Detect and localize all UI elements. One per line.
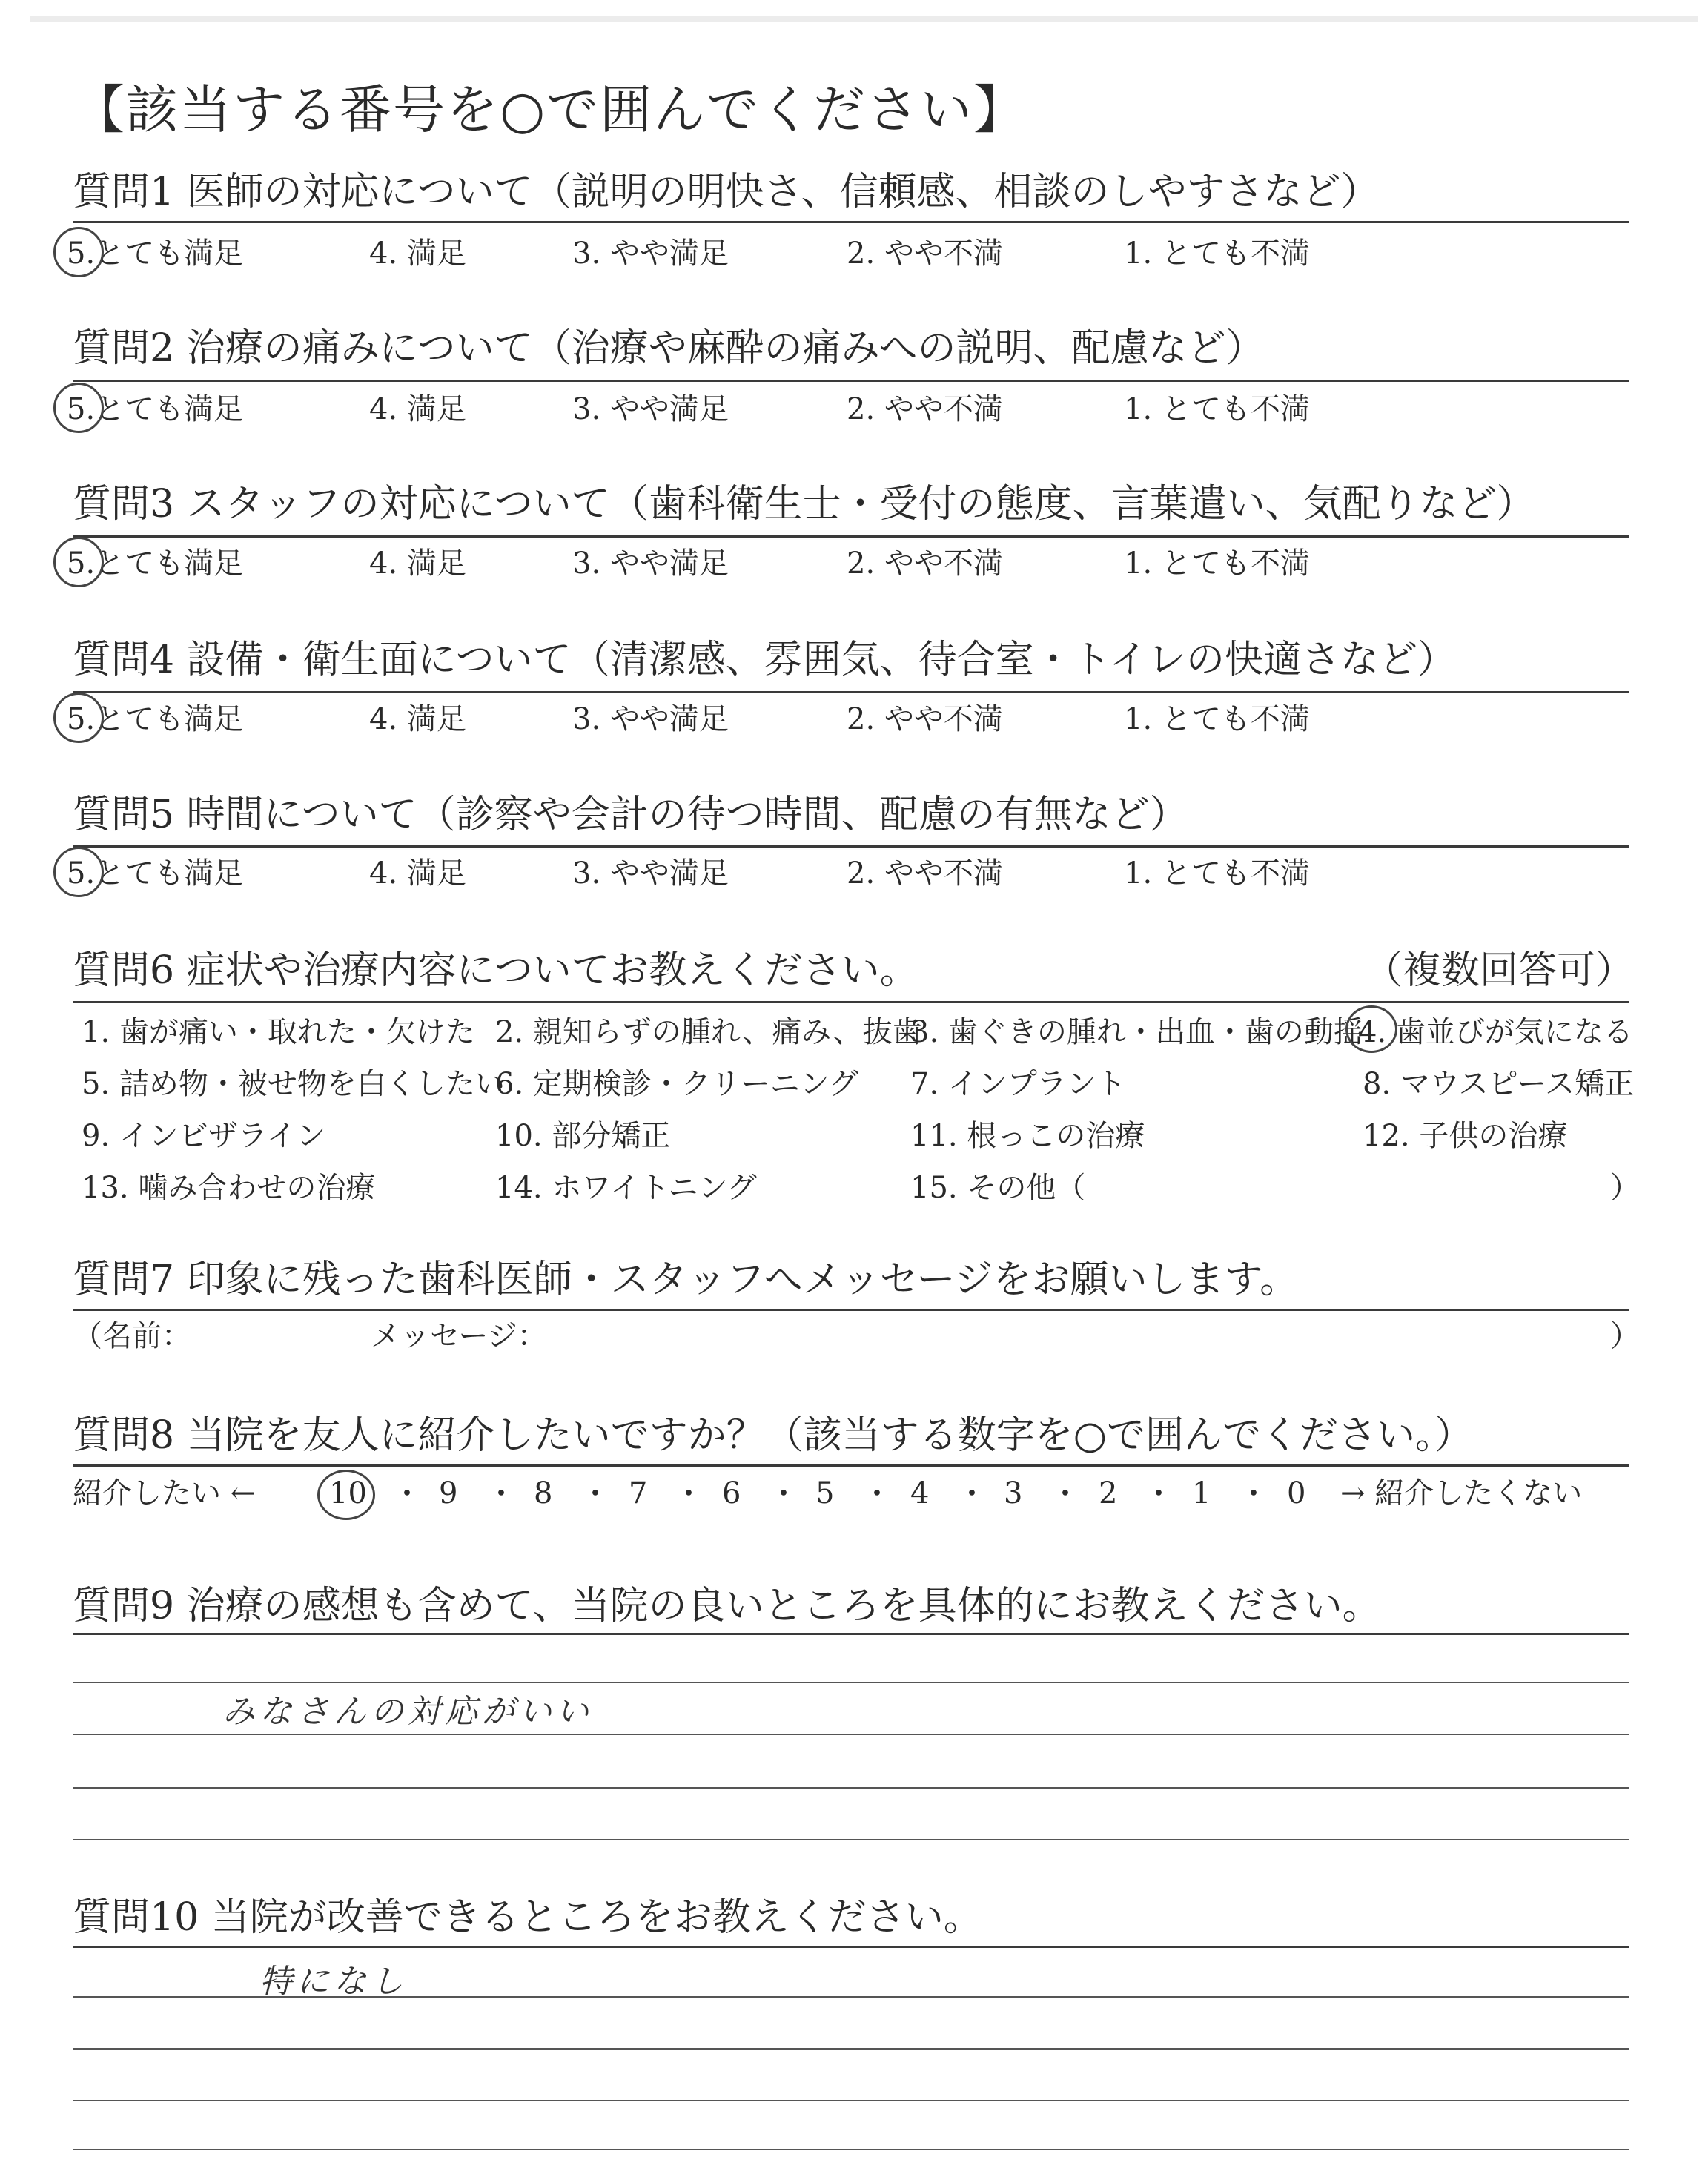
q3-answer-circle: [53, 537, 104, 587]
q8-number-3[interactable]: 3: [1004, 1476, 1023, 1510]
q8-number-10[interactable]: 10: [329, 1476, 367, 1510]
q8-right-label: → 紹介したくない: [1340, 1476, 1583, 1510]
question-1-title: 質問1 医師の対応について（説明の明快さ、信頼感、相談のしやすさなど）: [73, 170, 1380, 214]
q7-close: ）: [1610, 1319, 1640, 1353]
q1-option-3[interactable]: 3. やや満足: [572, 237, 729, 271]
q3-option-5[interactable]: 5.とても満足: [67, 546, 244, 581]
q6-option-15[interactable]: 15. その他（: [910, 1171, 1086, 1205]
q8-number-5[interactable]: 5: [815, 1476, 835, 1510]
q10-writing-line: [73, 2100, 1629, 2101]
question-4-title: 質問4 設備・衛生面について（清潔感、雰囲気、待合室・トイレの快適さなど）: [73, 638, 1456, 682]
q8-separator: ・: [391, 1476, 423, 1512]
q6-option-9[interactable]: 9. インビザライン: [82, 1119, 326, 1153]
q5-option-4[interactable]: 4. 満足: [369, 856, 466, 891]
q1-option-5[interactable]: 5.とても満足: [67, 237, 244, 271]
scan-edge: [30, 16, 1698, 22]
q6-option-7[interactable]: 7. インプラント: [910, 1067, 1126, 1101]
q10-writing-line: [73, 2048, 1629, 2050]
q3-option-3[interactable]: 3. やや満足: [572, 546, 729, 581]
question-7-rule: [73, 1309, 1629, 1311]
question-6-note: （複数回答可）: [1364, 948, 1635, 993]
q6-option-8[interactable]: 8. マウスピース矯正: [1363, 1067, 1635, 1101]
q5-option-5[interactable]: 5.とても満足: [67, 856, 244, 891]
q6-option-3[interactable]: 3. 歯ぐきの腫れ・出血・歯の動揺: [910, 1015, 1363, 1049]
q8-number-2[interactable]: 2: [1099, 1476, 1118, 1510]
q4-answer-circle: [53, 693, 104, 743]
q5-option-2[interactable]: 2. やや不満: [847, 856, 1003, 891]
q10-handwritten-answer[interactable]: 特になし: [259, 1963, 408, 2001]
q4-option-5[interactable]: 5.とても満足: [67, 702, 244, 736]
q8-separator: ・: [1050, 1476, 1082, 1512]
q8-left-label: 紹介したい ←: [73, 1476, 256, 1510]
q6-option-13[interactable]: 13. 噛み合わせの治療: [82, 1171, 376, 1205]
q5-option-3[interactable]: 3. やや満足: [572, 856, 729, 891]
q6-other-close: ）: [1610, 1171, 1640, 1205]
q4-option-2[interactable]: 2. やや不満: [847, 702, 1003, 736]
question-8-title: 質問8 当院を友人に紹介したいですか？（該当する数字を○で囲んでください。）: [73, 1413, 1473, 1458]
question-7-title: 質問7 印象に残った歯科医師・スタッフへメッセージをお願いします。: [73, 1258, 1299, 1302]
question-2-title: 質問2 治療の痛みについて（治療や麻酔の痛みへの説明、配慮など）: [73, 326, 1265, 371]
q8-number-6[interactable]: 6: [722, 1476, 741, 1510]
q8-separator: ・: [486, 1476, 517, 1512]
q1-option-2[interactable]: 2. やや不満: [847, 237, 1003, 271]
q3-option-1[interactable]: 1. とても不満: [1124, 546, 1310, 581]
q2-option-4[interactable]: 4. 満足: [369, 392, 466, 426]
q6-option-11[interactable]: 11. 根っこの治療: [910, 1119, 1145, 1153]
q2-option-3[interactable]: 3. やや満足: [572, 392, 729, 426]
q8-number-4[interactable]: 4: [910, 1476, 930, 1510]
q3-option-2[interactable]: 2. やや不満: [847, 546, 1003, 581]
q6-answer-circle: [1345, 1005, 1397, 1053]
q10-writing-line: [73, 2149, 1629, 2150]
question-5-title: 質問5 時間について（診察や会計の待つ時間、配慮の有無など）: [73, 793, 1188, 837]
question-10-title: 質問10 当院が改善できるところをお教えください。: [73, 1895, 982, 1940]
q1-answer-circle: [53, 227, 104, 277]
q6-option-4[interactable]: 4. 歯並びが気になる: [1358, 1015, 1633, 1049]
q8-separator: ・: [580, 1476, 612, 1512]
question-6-title: 質問6 症状や治療内容についてお教えください。: [73, 948, 918, 993]
q8-answer-circle: [317, 1470, 375, 1520]
q6-option-2[interactable]: 2. 親知らずの腫れ、痛み、抜歯: [495, 1015, 922, 1049]
q9-handwritten-answer[interactable]: みなさんの対応がいい: [222, 1693, 593, 1731]
q8-separator: ・: [1238, 1476, 1270, 1512]
q6-option-5[interactable]: 5. 詰め物・被せ物を白くしたい: [82, 1067, 505, 1101]
q7-name-label: （名前：: [73, 1319, 191, 1353]
q6-option-14[interactable]: 14. ホワイトニング: [495, 1171, 757, 1205]
question-8-rule: [73, 1464, 1629, 1467]
q1-option-4[interactable]: 4. 満足: [369, 237, 466, 271]
q8-separator: ・: [861, 1476, 893, 1512]
question-3-title: 質問3 スタッフの対応について（歯科衛生士・受付の態度、言葉遣い、気配りなど）: [73, 482, 1535, 526]
q7-message-label: メッセージ：: [371, 1319, 547, 1353]
question-1-rule: [73, 221, 1629, 223]
question-10-rule: [73, 1946, 1629, 1948]
q5-answer-circle: [53, 847, 104, 897]
q2-option-2[interactable]: 2. やや不満: [847, 392, 1003, 426]
q9-writing-line: [73, 1787, 1629, 1789]
q8-separator: ・: [768, 1476, 800, 1512]
q8-number-9[interactable]: 9: [439, 1476, 458, 1510]
q6-option-12[interactable]: 12. 子供の治療: [1363, 1119, 1568, 1153]
question-4-rule: [73, 691, 1629, 693]
q6-option-1[interactable]: 1. 歯が痛い・取れた・欠けた: [82, 1015, 475, 1049]
q9-writing-line: [73, 1682, 1629, 1683]
q8-number-7[interactable]: 7: [629, 1476, 648, 1510]
q3-option-4[interactable]: 4. 満足: [369, 546, 466, 581]
q8-separator: ・: [673, 1476, 705, 1512]
q4-option-4[interactable]: 4. 満足: [369, 702, 466, 736]
q1-option-1[interactable]: 1. とても不満: [1124, 237, 1310, 271]
q6-option-10[interactable]: 10. 部分矯正: [495, 1119, 671, 1153]
q2-option-1[interactable]: 1. とても不満: [1124, 392, 1310, 426]
q9-writing-line: [73, 1734, 1629, 1735]
question-9-title: 質問9 治療の感想も含めて、当院の良いところを具体的にお教えください。: [73, 1584, 1381, 1628]
q4-option-3[interactable]: 3. やや満足: [572, 702, 729, 736]
q8-number-0[interactable]: 0: [1287, 1476, 1306, 1510]
q8-number-8[interactable]: 8: [534, 1476, 553, 1510]
question-9-rule: [73, 1633, 1629, 1635]
page-title: 【該当する番号を○で囲んでください】: [73, 79, 1027, 140]
q4-option-1[interactable]: 1. とても不満: [1124, 702, 1310, 736]
q8-separator: ・: [956, 1476, 988, 1512]
q5-option-1[interactable]: 1. とても不満: [1124, 856, 1310, 891]
question-5-rule: [73, 845, 1629, 848]
q8-number-1[interactable]: 1: [1192, 1476, 1211, 1510]
q2-answer-circle: [53, 383, 104, 433]
question-2-rule: [73, 380, 1629, 382]
question-3-rule: [73, 535, 1629, 538]
q9-writing-line: [73, 1839, 1629, 1840]
q6-option-6[interactable]: 6. 定期検診・クリーニング: [495, 1067, 859, 1101]
question-6-rule: [73, 1001, 1629, 1003]
q2-option-5[interactable]: 5.とても満足: [67, 392, 244, 426]
q8-separator: ・: [1143, 1476, 1175, 1512]
